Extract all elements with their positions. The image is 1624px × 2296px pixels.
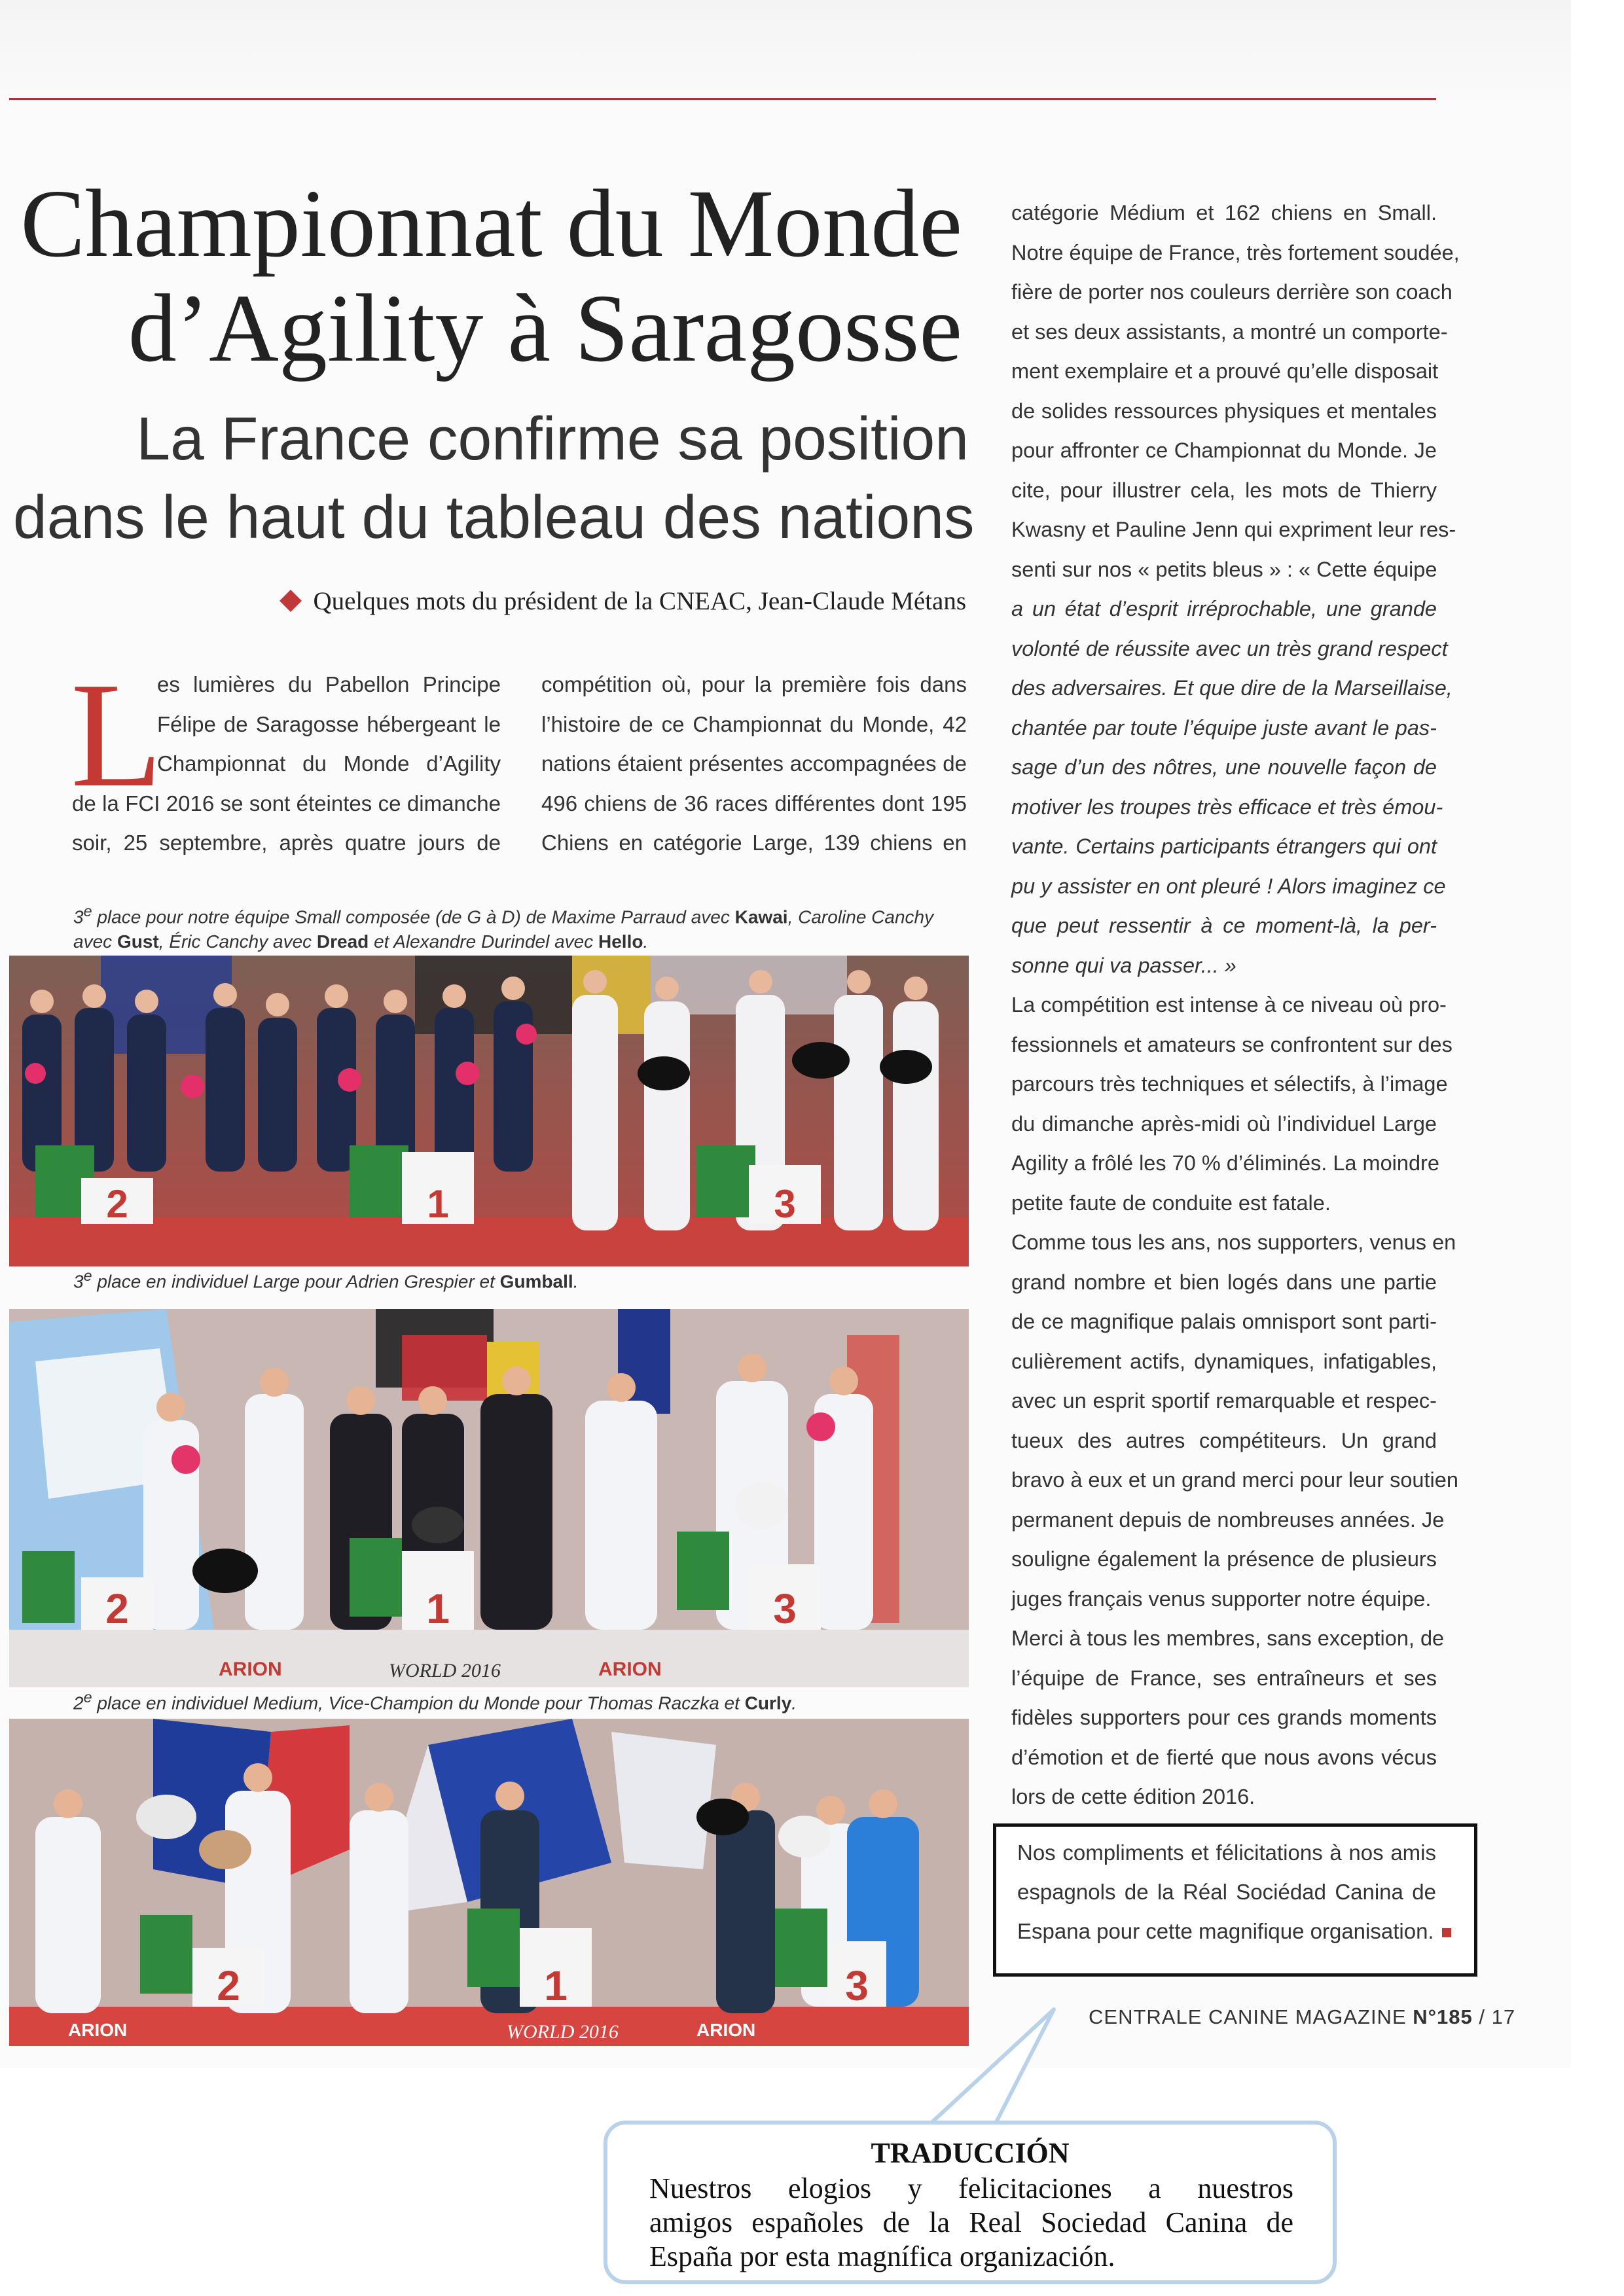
body-column-1 [71, 651, 501, 863]
body-line: fière de porter nos couleurs derrière son coach [1011, 280, 1453, 304]
body-column-3 [1011, 193, 1460, 1817]
body-line: motiver les troupes très efficace et très émou- [1011, 795, 1443, 819]
body-line: cite, pour illustrer cela, les mots de Thierry [1011, 478, 1437, 502]
photo-illustration [9, 956, 969, 1266]
podium-number-3: 3 [773, 1585, 797, 1632]
dog-name: Kawai [734, 906, 788, 927]
body-line: de la FCI 2016 se sont éteintes ce dimanche [72, 791, 501, 816]
body-line: vante. Certains participants étrangers qui ont [1011, 834, 1437, 858]
caption-sup: e [83, 1689, 92, 1706]
podium-number-3: 3 [845, 1962, 869, 2009]
photo-team-small-podium [9, 956, 969, 1266]
event-logo: WORLD 2016 [389, 1660, 501, 1681]
body-line: La compétition est intense à ce niveau où pro- [1011, 993, 1447, 1016]
diamond-icon [280, 590, 302, 612]
body-line: juges français venus supporter notre équipe. [1011, 1587, 1432, 1611]
body-line: lors de cette édition 2016. [1011, 1785, 1255, 1808]
banner-brand: ARION [219, 1659, 282, 1680]
page-footer [1089, 2005, 1515, 2029]
body-line: parcours très techniques et sélectifs, à l’image [1011, 1072, 1448, 1096]
header-band [0, 0, 1571, 98]
body-line: petite faute de conduite est fatale. [1011, 1191, 1331, 1215]
article-title [13, 171, 962, 381]
body-line: senti sur nos « petits bleus » : « Cette équipe [1011, 557, 1437, 581]
body-line: nations étaient présentes accompagnées de [541, 751, 967, 776]
body-line: Félipe de Saragosse hébergeant le [157, 711, 501, 736]
podium-number-2: 2 [217, 1962, 240, 2009]
header-rule [9, 98, 1436, 100]
body-line: Merci à tous les membres, sans exception, de [1011, 1626, 1445, 1650]
intro-text: Quelques mots du président de la CNEAC, Jean-Claude Métans [313, 587, 966, 615]
body-line: d’émotion et de fierté que nous avons vécus [1011, 1745, 1437, 1769]
congratulations-box [993, 1823, 1477, 1977]
body-line: sonne qui va passer... » [1011, 953, 1236, 977]
body-line: que peut ressentir à ce moment-là, la per- [1011, 914, 1437, 937]
dog-name: Hello [598, 931, 643, 952]
body-line: sage d’un des nôtres, une nouvelle façon de [1011, 755, 1437, 779]
body-line: l’histoire de ce Championnat du Monde, 42 [541, 711, 967, 736]
end-mark-icon [1442, 1928, 1451, 1937]
body-line: fessionnels et amateurs se confrontent sur des [1011, 1032, 1453, 1056]
drop-cap: L [71, 651, 163, 818]
banner-brand: ARION [598, 1659, 662, 1680]
body-line: de solides ressources physiques et mentales [1011, 399, 1437, 423]
body-line: avec un esprit sportif remarquable et respec- [1011, 1389, 1437, 1412]
translation-bubble [604, 2121, 1337, 2284]
caption-text: , Éric Canchy avec [158, 931, 317, 952]
box-line: Nos compliments et félicitations à nos amis [1017, 1840, 1436, 1865]
box-line [1017, 1912, 1436, 1951]
body-line: compétition où, pour la première fois dans [541, 672, 967, 696]
body-line: Agility a frôlé les 70 % d’éliminés. La moindre [1011, 1151, 1439, 1175]
body-line: permanent depuis de nombreuses années. Je [1011, 1507, 1445, 1532]
caption-text: place pour notre équipe Small composée (de G à D) de Maxime Parraud avec [92, 906, 735, 927]
translation-text [649, 2172, 1293, 2274]
translation-title: TRADUCCIÓN [871, 2137, 1070, 2169]
translation-line: amigos españoles de la Real Sociedad Canina de [649, 2206, 1293, 2238]
title-line-2: d’Agility à Saragosse [128, 275, 962, 382]
caption-text: . [573, 1271, 579, 1292]
podium-number-3: 3 [774, 1182, 796, 1226]
body-column-2 [541, 665, 967, 863]
body-line: tueux des autres compétiteurs. Un grand [1011, 1428, 1437, 1452]
podium-number-1: 1 [544, 1962, 568, 2009]
body-line: grand nombre et bien logés dans une partie [1011, 1270, 1437, 1294]
caption-text: place en individuel Large pour Adrien Grespier et [92, 1271, 500, 1292]
podium-number-1: 1 [427, 1182, 449, 1226]
dog-name: Dread [316, 931, 369, 952]
body-line: soir, 25 septembre, après quatre jours de [72, 831, 501, 855]
banner-brand: ARION [696, 2020, 756, 2040]
page-number: / 17 [1472, 2005, 1516, 2028]
body-line: pu y assister en ont pleuré ! Alors imaginez ce [1011, 874, 1446, 898]
issue-number: N°185 [1413, 2005, 1473, 2028]
banner-brand: ARION [68, 2020, 128, 2040]
article-subtitle [13, 399, 975, 556]
body-line: culièrement actifs, dynamiques, infatigables, [1011, 1349, 1437, 1373]
page-margin [1571, 0, 1624, 2068]
event-logo: WORLD 2016 [507, 2021, 619, 2043]
photo-caption-2 [73, 1263, 578, 1294]
body-line: pour affronter ce Championnat du Monde. Je [1011, 439, 1437, 462]
photo-illustration [9, 1719, 969, 2046]
podium-number-1: 1 [426, 1585, 450, 1632]
subtitle-line-2: dans le haut du tableau des nations [13, 483, 975, 551]
body-line: bravo à eux et un grand merci pour leur soutien [1011, 1468, 1458, 1492]
dog-name: Gust [117, 931, 159, 952]
body-line: l’équipe de France, ses entraîneurs et ses [1011, 1666, 1437, 1690]
box-text [1017, 1833, 1436, 1951]
body-line: Notre équipe de France, très fortement soudée, [1011, 240, 1460, 264]
podium-number-2: 2 [106, 1182, 128, 1226]
dog-name: Curly [744, 1693, 792, 1713]
body-line: des adversaires. Et que dire de la Marseillaise, [1011, 676, 1453, 700]
caption-text: place en individuel Medium, Vice-Champion du Monde pour Thomas Raczka et [92, 1693, 745, 1713]
body-line: ment exemplaire et a prouvé qu’elle disposait [1011, 359, 1439, 383]
body-line: volonté de réussite avec un très grand respect [1011, 636, 1448, 660]
caption-text: 3 [73, 1271, 84, 1292]
body-line: Championnat du Monde d’Agility [157, 751, 501, 776]
caption-text: avec [73, 931, 117, 952]
body-line: Comme tous les ans, nos supporters, venus en [1011, 1230, 1456, 1254]
body-line: 496 chiens de 36 races différentes dont 195 [541, 791, 967, 816]
podium-number-2: 2 [105, 1585, 129, 1632]
photo-medium-individual-podium [9, 1719, 969, 2046]
caption-text: 3 [73, 906, 84, 927]
caption-text: . [791, 1693, 797, 1713]
caption-text: 2 [73, 1693, 84, 1713]
caption-text: , Caroline Canchy [787, 906, 934, 927]
photo-large-individual-podium [9, 1309, 969, 1687]
body-line: et ses deux assistants, a montré un comporte- [1011, 319, 1448, 344]
body-line: souligne également la présence de plusieurs [1011, 1547, 1437, 1571]
caption-sup: e [83, 1267, 92, 1284]
body-line: fidèles supporters pour ces grands moments [1011, 1706, 1437, 1729]
article-intro [229, 586, 966, 616]
body-line: Kwasny et Pauline Jenn qui expriment leur res- [1011, 518, 1456, 541]
body-line: es lumières du Pabellon Principe [157, 672, 501, 696]
body-line: du dimanche après-midi où l’individuel Large [1011, 1111, 1437, 1136]
box-line: espagnols de la Réal Sociédad Canina de [1017, 1880, 1436, 1904]
caption-text: et Alexandre Durindel avec [369, 931, 599, 952]
body-line: catégorie Médium et 162 chiens en Small. [1011, 201, 1437, 224]
subtitle-line-1: La France confirme sa position [136, 404, 969, 473]
body-line: Chiens en catégorie Large, 139 chiens en [541, 831, 967, 855]
translation-line: España por esta magnífica organización. [649, 2240, 1115, 2272]
body-line: a un état d’esprit irréprochable, une grande [1011, 597, 1437, 620]
body-line: chantée par toute l’équipe juste avant le pas- [1011, 715, 1437, 740]
translation-line: Nuestros elogios y felicitaciones a nuestros [649, 2172, 1293, 2204]
body-line: de ce magnifique palais omnisport sont parti- [1011, 1310, 1437, 1333]
dog-name: Gumball [499, 1271, 573, 1292]
magazine-name: CENTRALE CANINE MAGAZINE [1089, 2005, 1413, 2028]
box-line-text: Espana pour cette magnifique organisation. [1017, 1919, 1434, 1943]
photo-caption-3 [73, 1685, 797, 1715]
caption-sup: e [83, 903, 92, 920]
photo-caption-1 [73, 899, 933, 954]
title-line-1: Championnat du Monde [20, 170, 962, 278]
photo-illustration [9, 1309, 969, 1687]
caption-text: . [643, 931, 649, 952]
